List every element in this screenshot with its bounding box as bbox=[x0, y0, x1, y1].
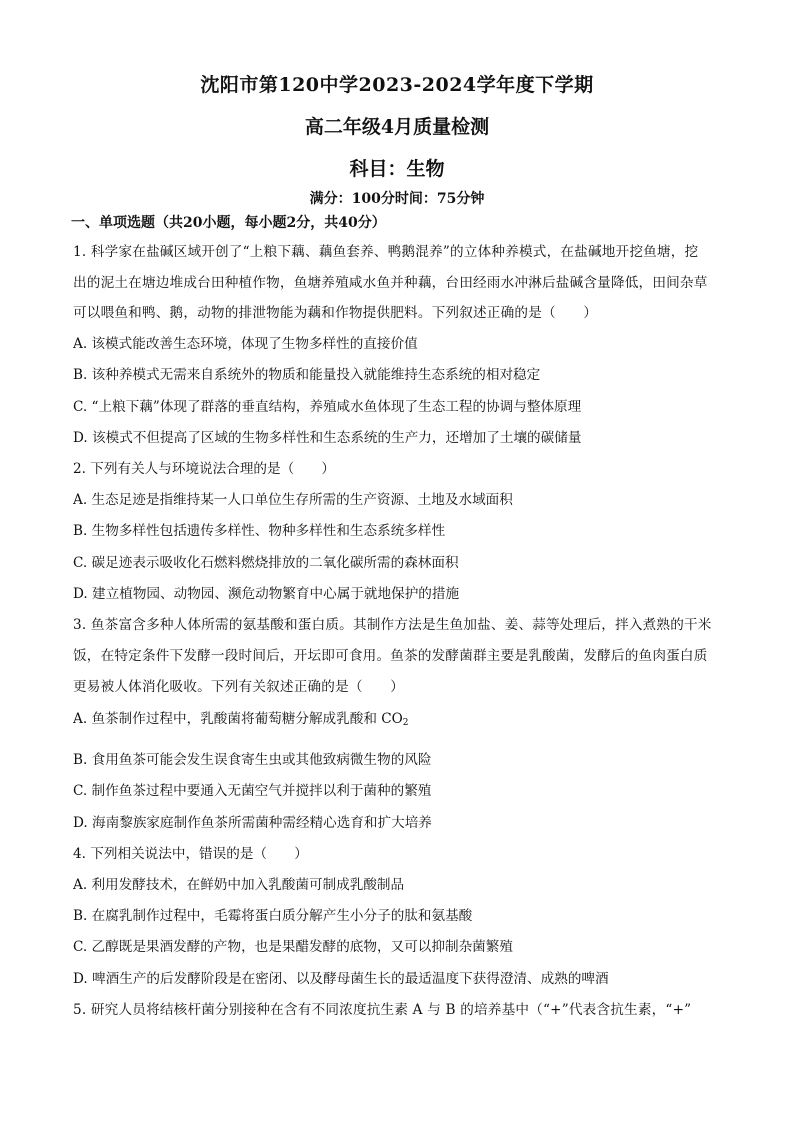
q1-stem-line-2: 出的泥土在塘边堆成台田种植作物，鱼塘养殖咸水鱼并种藕，台田经雨水冲淋后盐碱含量降低，田间杂草 bbox=[73, 275, 708, 291]
section-heading: 一、单项选题（共20小题，每小题2分，共40分） bbox=[71, 215, 386, 231]
exam-meta: 满分：100分时间：75分钟 bbox=[309, 191, 485, 207]
q2-option-a: A. 生态足迹是指维持某一人口单位生存所需的生产资源、土地及水域面积 bbox=[73, 492, 513, 508]
q3-stem-line-2: 饭，在特定条件下发酵一段时间后，开坛即可食用。鱼茶的发酵菌群主要是乳酸菌，发酵后的鱼肉蛋白质 bbox=[73, 648, 708, 664]
q4-option-d: D. 啤酒生产的后发酵阶段是在密闭、以及酵母菌生长的最适温度下获得澄清、成熟的啤酒 bbox=[73, 971, 609, 987]
q3-option-d: D. 海南黎族家庭制作鱼茶所需菌种需经精心选育和扩大培养 bbox=[73, 815, 432, 831]
q3-option-a bbox=[73, 709, 733, 733]
q3-option-a-subscript: 2 bbox=[402, 718, 409, 728]
q1-stem-line-3: 可以喂鱼和鸭、鹅，动物的排泄物能为藕和作物提供肥料。下列叙述正确的是（ ） bbox=[73, 305, 598, 321]
q4-option-c: C. 乙醇既是果酒发酵的产物，也是果醋发酵的底物，又可以抑制杂菌繁殖 bbox=[73, 939, 513, 955]
q1-option-a: A. 该模式能改善生态环境，体现了生物多样性的直接价值 bbox=[73, 336, 418, 352]
q3-option-a-text: A. 鱼茶制作过程中，乳酸菌将葡萄糖分解成乳酸和 CO bbox=[73, 711, 403, 727]
q3-option-c: C. 制作鱼茶过程中要通入无菌空气并搅拌以利于菌种的繁殖 bbox=[73, 783, 432, 799]
q4-option-a: A. 利用发酵技术，在鲜奶中加入乳酸菌可制成乳酸制品 bbox=[73, 877, 405, 893]
q2-option-c: C. 碳足迹表示吸收化石燃料燃烧排放的二氧化碳所需的森林面积 bbox=[73, 555, 459, 571]
q5-stem-line-1: 5. 研究人员将结核杆菌分别接种在含有不同浓度抗生素 A 与 B 的培养基中（“+”代表含抗生素，“+” bbox=[73, 1002, 692, 1018]
exam-subject: 科目：生物 bbox=[349, 158, 445, 180]
q1-option-b: B. 该种养模式无需来自系统外的物质和能量投入就能维持生态系统的相对稳定 bbox=[73, 367, 541, 383]
q1-option-c: C. “上粮下藕”体现了群落的垂直结构，养殖咸水鱼体现了生态工程的协调与整体原理 bbox=[73, 399, 582, 415]
q2-option-b: B. 生物多样性包括遗传多样性、物种多样性和生态系统多样性 bbox=[73, 523, 446, 539]
exam-subtitle: 高二年级4月质量检测 bbox=[304, 116, 490, 138]
q2-option-d: D. 建立植物园、动物园、濒危动物繁育中心属于就地保护的措施 bbox=[73, 586, 460, 602]
exam-title: 沈阳市第120中学2023-2024学年度下学期 bbox=[200, 74, 594, 96]
q1-stem-line-1: 1. 科学家在盐碱区域开创了“上粮下藕、藕鱼套养、鸭鹅混养”的立体种养模式，在盐碱地开挖鱼塘，挖 bbox=[73, 244, 699, 260]
q1-option-d: D. 该模式不但提高了区域的生物多样性和生态系统的生产力，还增加了土壤的碳储量 bbox=[73, 430, 582, 446]
q4-option-b: B. 在腐乳制作过程中，毛霉将蛋白质分解产生小分子的肽和氨基酸 bbox=[73, 908, 473, 924]
q4-stem: 4. 下列相关说法中，错误的是（ ） bbox=[73, 846, 308, 862]
q2-stem: 2. 下列有关人与环境说法合理的是（ ） bbox=[73, 461, 335, 477]
q3-option-b: B. 食用鱼茶可能会发生误食寄生虫或其他致病微生物的风险 bbox=[73, 752, 432, 768]
q3-stem-line-1: 3. 鱼茶富含多种人体所需的氨基酸和蛋白质。其制作方法是生鱼加盐、姜、蒜等处理后，拌入煮熟的干米 bbox=[73, 617, 712, 633]
q3-stem-line-3: 更易被人体消化吸收。下列有关叙述正确的是（ ） bbox=[73, 679, 405, 695]
